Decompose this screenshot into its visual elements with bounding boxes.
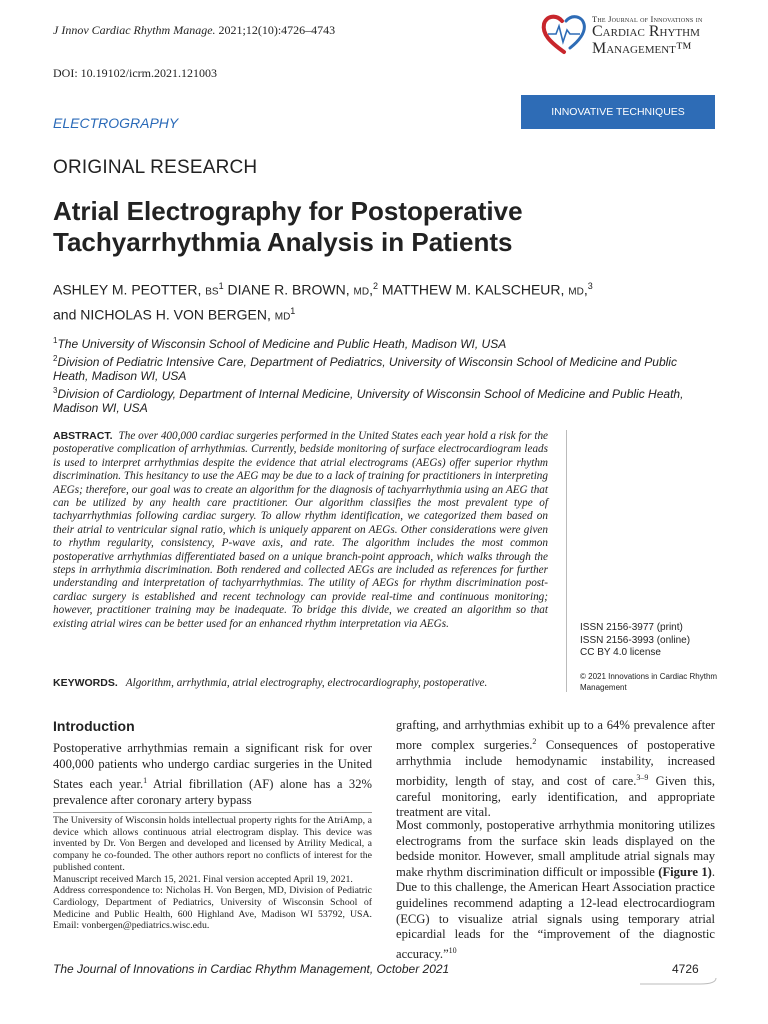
author-affil-ref: 3 xyxy=(587,281,593,291)
author-degree: MD xyxy=(353,286,370,298)
author-name: NICHOLAS H. VON BERGEN, xyxy=(80,306,271,323)
citation-ref[interactable]: 1 xyxy=(143,775,148,785)
affiliations xyxy=(53,334,713,416)
disclosure-note: The University of Wisconsin holds intellectual property rights for the AtriAmp, a device which allows continuous atrial electrogram display. This device was invented by Dr. Von Bergen and developed and licensed by Atrility Medical, a company he co-founded. The other authors report no conflicts of interest for the published content. xyxy=(53,815,372,873)
keywords-label: KEYWORDS. xyxy=(53,677,118,689)
correspondence-note: Address correspondence to: Nicholas H. Von Bergen, MD, Division of Pediatric Cardiology, Department of Pediatrics, University of Wisconsin School of Medicine and Public Health, 600 Highland Ave, Madison WI 53792, USA. Email: vonbergen@pediatrics.wisc.edu. xyxy=(53,885,372,932)
page-number: 4726 xyxy=(672,962,699,976)
footer-curve-icon xyxy=(640,978,720,998)
figure-ref[interactable]: (Figure 1) xyxy=(658,864,712,879)
author-degree: MD xyxy=(274,311,291,323)
keywords xyxy=(53,676,553,690)
author-list: ASHLEY M. PEOTTER, $BS^1$ DIANE R. BROWN, MD,$^2$ MATTHEW M. KALSCHEUR, MD,$^3$ and NICHOLAS H. VON BERGEN, $MD^1$ xyxy=(53,281,593,323)
affiliation: $^1$The University of Wisconsin School of Medicine and Public Heath, Madison WI, USA xyxy=(53,336,507,351)
author-affil-ref: 1 xyxy=(218,281,224,291)
affiliation: $^2$Division of Pediatric Intensive Care, Department of Pediatrics, University of Wisconsin School of Medicine and Public Heath, Madison WI, USA xyxy=(53,353,677,383)
title-line-1: Atrial Electrography for Postoperative xyxy=(53,196,523,226)
intro-paragraph: Postoperative arrhythmias remain a significant risk for over 400,000 patients who undergo cardiac surgeries in the United States each year.$^1$ Atrial fibrillation (AF) alone has a 32% prevalence after coronary artery bypass xyxy=(53,741,372,807)
citation-ref[interactable]: 2 xyxy=(532,736,537,746)
title-line-2: Tachyarrhythmia Analysis in Patients xyxy=(53,227,513,257)
issn-print: ISSN 2156-3977 (print) xyxy=(580,622,683,633)
citation-ref[interactable]: 10 xyxy=(448,945,457,955)
abstract-label: ABSTRACT. xyxy=(53,430,113,442)
doi: DOI: 10.19102/icrm.2021.121003 xyxy=(53,66,217,80)
journal-logo xyxy=(540,12,720,56)
author-name: ASHLEY M. PEOTTER, xyxy=(53,281,202,298)
footnotes xyxy=(53,815,372,932)
affiliation: $^3$Division of Cardiology, Department of Internal Medicine, University of Wisconsin School of Medicine and Public Heath, Madison WI, USA xyxy=(53,385,684,415)
article-title xyxy=(53,196,693,258)
keywords-text: Algorithm, arrhythmia, atrial electrography, electrocardiography, postoperative. xyxy=(125,677,488,689)
issn-online: ISSN 2156-3993 (online) xyxy=(580,634,691,646)
author-affil-ref: 1 xyxy=(290,305,296,316)
category-badge: INNOVATIVE TECHNIQUES xyxy=(521,95,715,129)
manuscript-dates: Manuscript received March 15, 2021. Final version accepted April 19, 2021. xyxy=(53,873,353,885)
article-type: ORIGINAL RESEARCH xyxy=(53,157,258,178)
author-degree: BS xyxy=(205,286,219,298)
author-degree: MD xyxy=(568,286,584,298)
sidebar-divider xyxy=(566,430,567,692)
author-affil-ref: 2 xyxy=(372,281,378,291)
abstract xyxy=(53,430,548,631)
copyright: © 2021 Innovations in Cardiac Rhythm Management xyxy=(580,672,718,692)
footer-journal: The Journal of Innovations in Cardiac Rhythm Management, October 2021 xyxy=(53,962,450,976)
body-paragraph: grafting, and arrhythmias exhibit up to a 64% prevalence after more complex surgeries.$^2$ Consequences of postoperative arrhythmia include hemodynamic instability, increased morbidity, length of stay, and cost of care.$^{3-9}$ Given this, careful monitoring, early identification, and appropriate treatment are vital. xyxy=(396,718,716,820)
author-name: DIANE R. BROWN, xyxy=(227,281,350,298)
author-conjunction: and xyxy=(53,306,77,323)
body-paragraph: Most commonly, postoperative arrhythmia monitoring utilizes electrograms from the surface skin leads displayed on the bedside monitor. However, small amplitude atrial signals may make rhythm discrimination difficult or impossible (Figure 1). Due to this challenge, the American Heart Association practice guidelines recommend adapting a 12-lead electrocardiogram (ECG) to visualize atrial signals using temporary atrial epicardial leads for the “improvement of the diagnostic accuracy.”$^{10}$ xyxy=(396,818,715,961)
abstract-text: The over 400,000 cardiac surgeries performed in the United States each year hold a risk for the postoperative complication of arrhythmias. Currently, bedside monitoring of surface electrocardiogram leads is used to interpret arrhythmias despite the evidence that atrial electrograms (AEGs) offer superior rhythm discrimination. This hesitancy to use the AEG may be due to a lack of training for practitioners in interpreting AEGs; therefore, our goal was to create an algorithm for the diagnosis of tachyarrhythmia using an AEG that can be utilized by any health care practitioner. Our algorithm classifies the most prevalent type of tachyarrhythmias following cardiac surgery. To allow rhythm identification, we categorized them based on their atrial to ventricular signal ratio, which is uniquely apparent on AEGs. Other considerations were given to rhythm regularity, consistency, P-wave axis, and rate. The algorithm includes the most common postoperative arrhythmias differentiated based on a unique branch-point approach, which walks through the steps in arrhythmia discrimination. Both rendered and collected AEGs are included as references for further understanding and interpretation of tachyarrhythmias. The utility of AEGs for rhythm discrimination post-cardiac surgery is established and recent technology can provide real-time and continuous monitoring; however, practitioner training may be inadequate. To bridge this divide, we created an algorithm so that existing atrial wires can be better used for an enhanced rhythm interpretation via AEGs. xyxy=(53,430,548,630)
footnote-divider xyxy=(53,812,372,813)
section-tag: ELECTROGRAPHY xyxy=(53,115,179,131)
logo-line-2: Cardiac Rhythm xyxy=(592,23,700,40)
author-name: MATTHEW M. KALSCHEUR, xyxy=(381,281,565,298)
citation-ref[interactable]: 3–9 xyxy=(636,772,649,782)
logo-line-3: Management™ xyxy=(592,40,692,57)
heart-ecg-icon xyxy=(540,12,588,56)
license: CC BY 4.0 license xyxy=(580,647,661,658)
journal-citation: J Innov Cardiac Rhythm Manage. 2021;12(10):4726–4743 xyxy=(53,23,336,37)
issn-block xyxy=(580,622,690,660)
section-heading-introduction: Introduction xyxy=(53,718,135,734)
logo-line-1: The Journal of Innovations in xyxy=(592,14,703,24)
